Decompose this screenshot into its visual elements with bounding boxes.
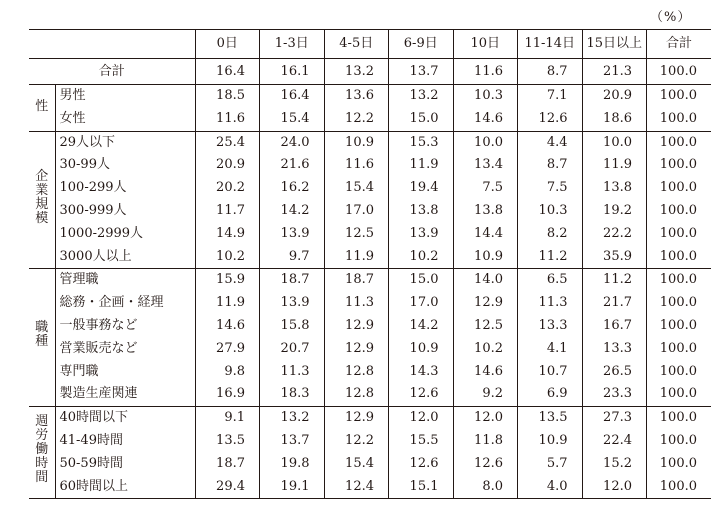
table-cell: 11.3 (518, 292, 583, 315)
table-cell: 7.5 (453, 177, 518, 200)
table-cell: 12.9 (324, 338, 389, 361)
table-cell: 20.9 (582, 85, 647, 108)
table-cell: 9.1 (195, 407, 260, 430)
table-row (29, 292, 711, 315)
table-cell: 11.3 (324, 292, 389, 315)
table-cell: 12.6 (389, 383, 454, 406)
table-cell: 12.8 (324, 383, 389, 406)
table-cell: 14.6 (195, 315, 260, 338)
table-cell: 15.4 (324, 453, 389, 476)
table-cell: 11.9 (195, 292, 260, 315)
table-cell: 100.0 (647, 430, 712, 453)
table-row (29, 131, 711, 154)
header-corner-label (55, 30, 195, 59)
table-cell: 4.0 (518, 476, 583, 499)
table-cell: 8.0 (453, 476, 518, 499)
table-cell: 27.3 (582, 407, 647, 430)
table-cell: 8.7 (518, 59, 583, 85)
table-cell: 12.5 (453, 315, 518, 338)
table-cell: 27.9 (195, 338, 260, 361)
table-cell: 100.0 (647, 269, 712, 292)
table-cell: 20.9 (195, 154, 260, 177)
table-row (29, 453, 711, 476)
row-label: 40時間以下 (55, 407, 195, 430)
table-row (29, 200, 711, 223)
table-cell: 100.0 (647, 453, 712, 476)
total-label: 合計 (29, 59, 195, 85)
table-cell: 19.4 (389, 177, 454, 200)
row-label: 男性 (55, 85, 195, 108)
table-cell: 11.2 (582, 269, 647, 292)
table-cell: 9.2 (453, 383, 518, 406)
table-cell: 21.7 (582, 292, 647, 315)
section-title (29, 85, 55, 132)
table-cell: 16.9 (195, 383, 260, 406)
table-cell: 17.0 (324, 200, 389, 223)
table-cell: 13.8 (389, 200, 454, 223)
table-cell: 100.0 (647, 59, 712, 85)
table-cell: 11.9 (389, 154, 454, 177)
table-cell: 12.6 (453, 453, 518, 476)
table-cell: 18.7 (324, 269, 389, 292)
table-cell: 9.8 (195, 361, 260, 384)
table-row (29, 476, 711, 499)
table-cell: 15.1 (389, 476, 454, 499)
table-cell: 22.2 (582, 223, 647, 246)
table-cell: 8.7 (518, 154, 583, 177)
table-cell: 100.0 (647, 154, 712, 177)
table-cell: 12.8 (324, 361, 389, 384)
table-cell: 100.0 (647, 476, 712, 499)
row-label: 41-49時間 (55, 430, 195, 453)
table-cell: 14.6 (453, 361, 518, 384)
table-cell: 7.1 (518, 85, 583, 108)
table-cell: 14.3 (389, 361, 454, 384)
table-row (29, 108, 711, 131)
table-cell: 20.2 (195, 177, 260, 200)
table-cell: 19.2 (582, 200, 647, 223)
table-cell: 13.9 (260, 292, 325, 315)
table-cell: 15.2 (582, 453, 647, 476)
table-cell: 29.4 (195, 476, 260, 499)
table-cell: 18.7 (260, 269, 325, 292)
table-cell: 13.5 (195, 430, 260, 453)
section-title-text: 性 (35, 99, 49, 115)
table-cell: 100.0 (647, 315, 712, 338)
table-cell: 6.9 (518, 383, 583, 406)
table-cell: 13.2 (324, 59, 389, 85)
table-cell: 13.8 (582, 177, 647, 200)
column-header: 10日 (453, 30, 518, 59)
column-header: 0日 (195, 30, 260, 59)
table-cell: 15.8 (260, 315, 325, 338)
table-cell: 16.2 (260, 177, 325, 200)
section-title (29, 407, 55, 499)
table-cell: 14.2 (260, 200, 325, 223)
table-cell: 10.9 (324, 131, 389, 154)
table-cell: 15.3 (389, 131, 454, 154)
table-row (29, 177, 711, 200)
section-title-text: 企業規模 (35, 168, 49, 226)
row-label: 1000-2999人 (55, 223, 195, 246)
row-label: 総務・企画・経理 (55, 292, 195, 315)
row-label: 営業販売など (55, 338, 195, 361)
table-cell: 26.5 (582, 361, 647, 384)
row-label: 29人以下 (55, 131, 195, 154)
unit-label: （%） (650, 10, 692, 25)
table-cell: 19.1 (260, 476, 325, 499)
table-cell: 100.0 (647, 85, 712, 108)
table-cell: 10.9 (518, 430, 583, 453)
table-cell: 11.6 (324, 154, 389, 177)
table-cell: 12.9 (324, 407, 389, 430)
table-cell: 13.3 (582, 338, 647, 361)
table-cell: 10.9 (453, 246, 518, 269)
table-cell: 22.4 (582, 430, 647, 453)
section-title-text: 週労働時間 (35, 414, 49, 486)
table-row (29, 315, 711, 338)
table-cell: 7.5 (518, 177, 583, 200)
data-table (29, 29, 711, 499)
table-cell: 100.0 (647, 383, 712, 406)
table-cell: 18.6 (582, 108, 647, 131)
table-cell: 20.7 (260, 338, 325, 361)
table-cell: 11.9 (324, 246, 389, 269)
table-cell: 100.0 (647, 338, 712, 361)
table-cell: 10.3 (453, 85, 518, 108)
table-cell: 14.0 (453, 269, 518, 292)
table-cell: 12.0 (582, 476, 647, 499)
table-cell: 11.6 (195, 108, 260, 131)
table-cell: 13.7 (389, 59, 454, 85)
table-cell: 10.2 (389, 246, 454, 269)
table-cell: 100.0 (647, 246, 712, 269)
table-cell: 21.3 (582, 59, 647, 85)
column-header: 6-9日 (389, 30, 454, 59)
table-cell: 16.4 (260, 85, 325, 108)
table-cell: 21.6 (260, 154, 325, 177)
section-title-text: 職種 (35, 320, 49, 350)
table-cell: 8.2 (518, 223, 583, 246)
table-cell: 10.9 (389, 338, 454, 361)
table-cell: 17.0 (389, 292, 454, 315)
table-cell: 15.4 (324, 177, 389, 200)
table-cell: 12.9 (453, 292, 518, 315)
table-cell: 12.6 (518, 108, 583, 131)
column-header: 4-5日 (324, 30, 389, 59)
table-cell: 12.0 (389, 407, 454, 430)
table-row (29, 338, 711, 361)
table-cell: 100.0 (647, 131, 712, 154)
table-cell: 12.2 (324, 430, 389, 453)
table-cell: 10.2 (453, 338, 518, 361)
table-cell: 13.3 (518, 315, 583, 338)
table-row (29, 430, 711, 453)
table-cell: 14.4 (453, 223, 518, 246)
table-row (29, 85, 711, 108)
total-row (29, 59, 711, 85)
table-cell: 12.2 (324, 108, 389, 131)
table-cell: 9.7 (260, 246, 325, 269)
column-header: 1-3日 (260, 30, 325, 59)
table-cell: 25.4 (195, 131, 260, 154)
table-cell: 10.3 (518, 200, 583, 223)
section-title (29, 131, 55, 269)
table-cell: 10.7 (518, 361, 583, 384)
table-row (29, 361, 711, 384)
table-cell: 11.6 (453, 59, 518, 85)
table-cell: 14.9 (195, 223, 260, 246)
row-label: 100-299人 (55, 177, 195, 200)
table-cell: 18.5 (195, 85, 260, 108)
table-cell: 18.7 (195, 453, 260, 476)
table-cell: 13.9 (389, 223, 454, 246)
table-row (29, 154, 711, 177)
table-cell: 24.0 (260, 131, 325, 154)
table-cell: 11.3 (260, 361, 325, 384)
table-cell: 100.0 (647, 223, 712, 246)
row-label: 女性 (55, 108, 195, 131)
row-label: 一般事務など (55, 315, 195, 338)
table-cell: 100.0 (647, 177, 712, 200)
header-row (29, 30, 711, 59)
table-cell: 12.4 (324, 476, 389, 499)
table-cell: 35.9 (582, 246, 647, 269)
row-label: 管理職 (55, 269, 195, 292)
table-cell: 100.0 (647, 361, 712, 384)
table-cell: 4.4 (518, 131, 583, 154)
row-label: 製造生産関連 (55, 383, 195, 406)
table-cell: 10.2 (195, 246, 260, 269)
table-cell: 11.9 (582, 154, 647, 177)
table-cell: 5.7 (518, 453, 583, 476)
table-cell: 100.0 (647, 200, 712, 223)
table-cell: 13.2 (260, 407, 325, 430)
table-cell: 11.8 (453, 430, 518, 453)
row-label: 3000人以上 (55, 246, 195, 269)
table-row (29, 246, 711, 269)
row-label: 30-99人 (55, 154, 195, 177)
table-cell: 10.0 (453, 131, 518, 154)
table-cell: 100.0 (647, 407, 712, 430)
column-header: 11-14日 (518, 30, 583, 59)
table-row (29, 223, 711, 246)
table-cell: 13.2 (389, 85, 454, 108)
table-cell: 13.6 (324, 85, 389, 108)
table-cell: 12.6 (389, 453, 454, 476)
table-cell: 16.1 (260, 59, 325, 85)
table-cell: 13.4 (453, 154, 518, 177)
table-cell: 18.3 (260, 383, 325, 406)
table-cell: 10.0 (582, 131, 647, 154)
table-row (29, 269, 711, 292)
section-title (29, 269, 55, 407)
table-cell: 12.9 (324, 315, 389, 338)
table-cell: 15.5 (389, 430, 454, 453)
table-cell: 15.9 (195, 269, 260, 292)
table-cell: 15.4 (260, 108, 325, 131)
table-cell: 12.0 (453, 407, 518, 430)
table-cell: 11.2 (518, 246, 583, 269)
column-header: 合計 (647, 30, 712, 59)
table-cell: 6.5 (518, 269, 583, 292)
table-cell: 15.0 (389, 108, 454, 131)
table-row (29, 383, 711, 406)
table-cell: 16.4 (195, 59, 260, 85)
table-cell: 14.6 (453, 108, 518, 131)
row-label: 60時間以上 (55, 476, 195, 499)
column-header: 15日以上 (582, 30, 647, 59)
table-row (29, 407, 711, 430)
table-cell: 100.0 (647, 292, 712, 315)
table-cell: 13.5 (518, 407, 583, 430)
table-cell: 13.7 (260, 430, 325, 453)
row-label: 専門職 (55, 361, 195, 384)
table-cell: 4.1 (518, 338, 583, 361)
table-cell: 16.7 (582, 315, 647, 338)
table-cell: 14.2 (389, 315, 454, 338)
row-label: 50-59時間 (55, 453, 195, 476)
row-label: 300-999人 (55, 200, 195, 223)
table-cell: 11.7 (195, 200, 260, 223)
table-cell: 100.0 (647, 108, 712, 131)
table-cell: 13.9 (260, 223, 325, 246)
table-cell: 19.8 (260, 453, 325, 476)
table-cell: 15.0 (389, 269, 454, 292)
table-cell: 23.3 (582, 383, 647, 406)
header-corner (29, 30, 55, 59)
table-cell: 12.5 (324, 223, 389, 246)
table-cell: 13.8 (453, 200, 518, 223)
